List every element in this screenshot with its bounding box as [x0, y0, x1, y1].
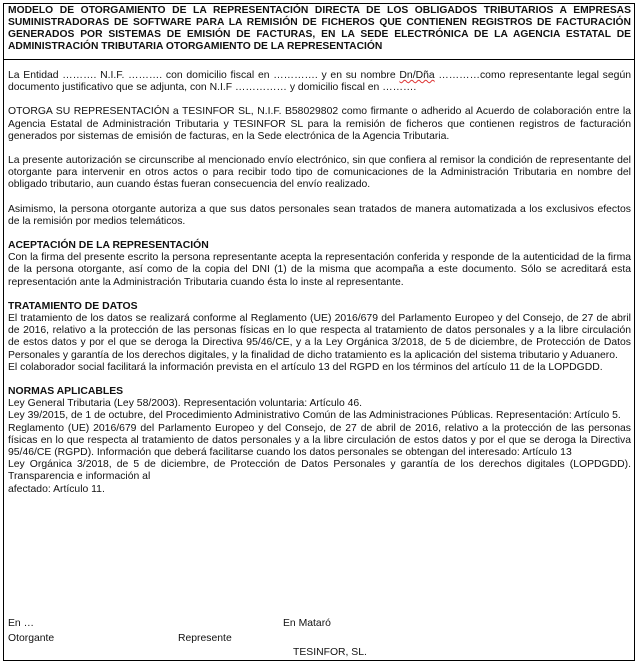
place-right: En Mataró [283, 618, 331, 629]
document-title: MODELO DE OTORGAMIENTO DE LA REPRESENTACIÓN DIRECTA DE LOS OBLIGADOS TRIBUTARIOS A EMPRESAS SUMINISTRADORAS DE SOFTWARE PARA LA REMISIÓN DE FICHEROS QUE CONTIENEN REGISTROS DE FACTURACIÓN GENERADOS POR SISTEMAS DE EMISIÓN DE FACTURAS, EN LA SEDE ELECTRÓNICA DE LA AGENCIA ESTATAL DE ADMINISTRACIÓN TRIBUTARIA OTORGAMIENTO DE LA REPRESENTACIÓN [8, 5, 631, 52]
aceptacion-text: Con la firma del presente escrito la persona representante acepta la representación conferida y responde de la autenticidad de la firma de la persona otorgante, así como de la copia del DNI (1) de la misma que acompaña a este documento. Sólo se acreditará esta representación ante la Administración Tributaria cuando ésta lo inste al representante. [8, 252, 631, 288]
intro-text-b: …………como representante legal según documento justificativo que se adjunta, con N.I.F …………… y domicilio fiscal en ………. [8, 70, 631, 94]
norma-item: Ley General Tributaria (Ley 58/2003). Representación voluntaria: Artículo 46. [8, 398, 363, 410]
intro-dn: Dn/Dña [399, 70, 435, 81]
otorgante-label: Otorgante [8, 633, 55, 644]
intro-paragraph [8, 70, 631, 94]
otorga-paragraph: OTORGA SU REPRESENTACIÓN a TESINFOR SL, N.I.F. B58029802 como firmante o adherido al Acuerdo de colaboración entre la Agencia Estatal de Administración Tributaria y TESINFOR SL para la remisión de ficheros que contienen registros de facturación generados por sistemas de emisión de facturas, en la Sede electrónica de la Agencia Tributaria. [8, 106, 631, 142]
norma-item: Reglamento (UE) 2016/679 del Parlamento Europeo y del Consejo, de 27 de abril de 2016, relativo a la protección de las personas físicas en lo que respecta al tratamiento de datos personales y a la libre circulación de estos datos y por el que se deroga la Directiva 95/46/CE (RGPD). Información que deberá facilitarse cuando los datos personales se obtengan del interesado: Artículo 13 [8, 422, 631, 459]
datos-consent-paragraph: Asimismo, la persona otorgante autoriza a que sus datos personales sean tratados de manera automatizada a los exclusivos efectos de la remisión por medios telemáticos. [8, 203, 631, 227]
norma-item: Ley 39/2015, de 1 de octubre, del Procedimiento Administrativo Común de las Administraciones Públicas. Representación: Artículo 5. [8, 410, 621, 422]
representante-label: Represente [178, 633, 232, 644]
place-left: En … [8, 618, 34, 629]
norma-item: Ley Orgánica 3/2018, de 5 de diciembre, de Protección de Datos Personales y garantía de los derechos digitales (LOPDGDD). Transparencia e información al [8, 459, 631, 483]
tratamiento-heading: TRATAMIENTO DE DATOS [8, 300, 138, 312]
autorizacion-paragraph: La presente autorización se circunscribe al mencionado envío electrónico, sin que confiera al remisor la condición de representante del otorgante para intervenir en otros actos o para recibir todo tipo de comunicaciones de la Administración Tributaria en nombre del obligado tributario, aun cuando éstas fueran consecuencia del envío realizado. [8, 155, 631, 191]
tratamiento-text-1: El tratamiento de los datos se realizará conforme al Reglamento (UE) 2016/679 del Parlamento Europeo y del Consejo, de 27 de abril de 2016, relativo a la protección de las personas físicas en lo que respecta al tratamiento de datos personales y a la libre circulación de estos datos y por el que se deroga la Directiva 95/46/CE, y a la Ley Orgánica 3/2018, de 5 de diciembre, de Protección de Datos Personales y garantía de los derechos digitales, y la finalidad de dicho tratamiento es la aplicación del sistema tributario y Aduanero. [8, 313, 631, 361]
intro-text-a: La Entidad ………. N.I.F. ………. con domicilio fiscal en …………. y en su nombre [8, 70, 400, 81]
norma-item: afectado: Artículo 11. [8, 483, 105, 495]
tratamiento-text-2: El colaborador social facilitará la información prevista en el artículo 13 del RGPD en los términos del artículo 11 de la LOPDGDD. [8, 361, 603, 373]
normas-heading: NORMAS APLICABLES [8, 386, 124, 398]
company-label: TESINFOR, SL. [293, 647, 367, 658]
document-content [8, 5, 631, 496]
aceptacion-heading: ACEPTACIÓN DE LA REPRESENTACIÓN [8, 240, 209, 252]
